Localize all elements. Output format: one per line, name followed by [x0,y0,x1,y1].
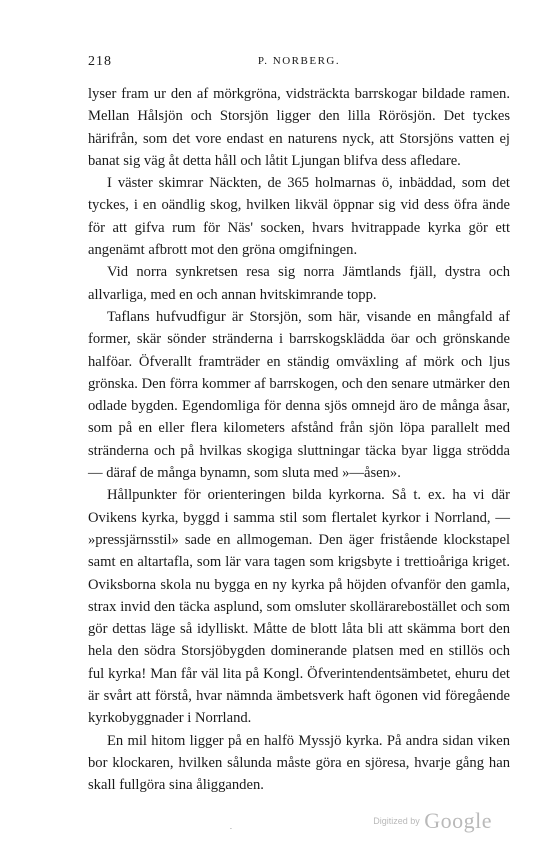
paragraph: En mil hitom ligger på en halfö Myssjö kyrka. På andra sidan viken bor klockaren, hvilken sålunda måste göra en sjöresa, hvarje gång han skall fullgöra sina åligganden. [88,732,510,794]
footer-mark: . [230,824,232,831]
page-header [88,54,510,74]
body-text [88,83,510,797]
paragraph: Taflans hufvudfigur är Storsjön, som här, visande en mångfald af former, skär sönder stränderna i barrskogsklädda öar och grönskande halföar. Öfverallt framträder en ständig omväxling af mörk och ljus grönska. Den förra kommer af barrskogen, och den senare utmärker den odlade bygden. Egendomliga för denna sjös omnejd äro de många åsar, som på en eller flera kilometers afstånd från sjön löpa parallelt med stränderna och på hvilkas skogiga sluttningar täcka byar ligga strödda — däraf de många bynamn, som sluta med »—åsen». [88,308,510,482]
running-head: P. NORBERG. [257,55,341,67]
paragraph: I väster skimrar Näckten, de 365 holmarnas ö, inbäddad, som det tyckes, i en oändlig skog, hvilken likväl öppnar sig vid dess öfra ände för att gifva rum för Näs' socken, hvars hvitrappade kyrka gör ett angenämt afbrott mot den gröna omgifningen. [88,175,510,259]
paragraph: lyser fram ur den af mörkgröna, vidsträckta barrskogar bildade ramen. Mellan Hålsjön och Storsjön ligger den lilla Rörösjön. Det tyckes härifrån, som det vore endast en naturens nyck, att Storsjöns vatten ej banat sig väg åt detta håll och låtit Ljungan blifva dess afledare. [88,86,510,169]
page-number: 218 [88,54,112,69]
digitized-by-watermark [373,808,492,834]
paragraph: Hållpunkter för orienteringen bilda kyrkorna. Så t. ex. ha vi där Ovikens kyrka, byggd i samma stil som flertalet kyrkor i Norrland, — »pressjärnsstil» sade en allmogeman. Den äger fristående klockstapel samt en altartafla, som lär vara tagen som krigsbyte i trettioåriga kriget. Oviksborna skola nu bygga en ny kyrka på höjden ofvanför den gamla, strax invid den täcka asplund, som omsluter skollärarebostället och som gör dettas läge så idylliskt. Måtte de blott låta bli att skämma bort den hela den södra Storsjöbygden dominerande platsen med en stillös och ful kyrka! Man får väl lita på Kongl. Öfverintendentsämbetet, ehuru det är svårt att förstå, hvar nämnda ämbetsverk haft ögonen vid föregående kyrkobyggnader i Norrland. [88,487,510,727]
digitized-prefix: Digitized by [373,816,420,826]
paragraph: Vid norra synkretsen resa sig norra Jämtlands fjäll, dystra och allvarliga, med en och annan hvitskimrande topp. [88,264,510,303]
google-logo: Google [424,808,492,833]
